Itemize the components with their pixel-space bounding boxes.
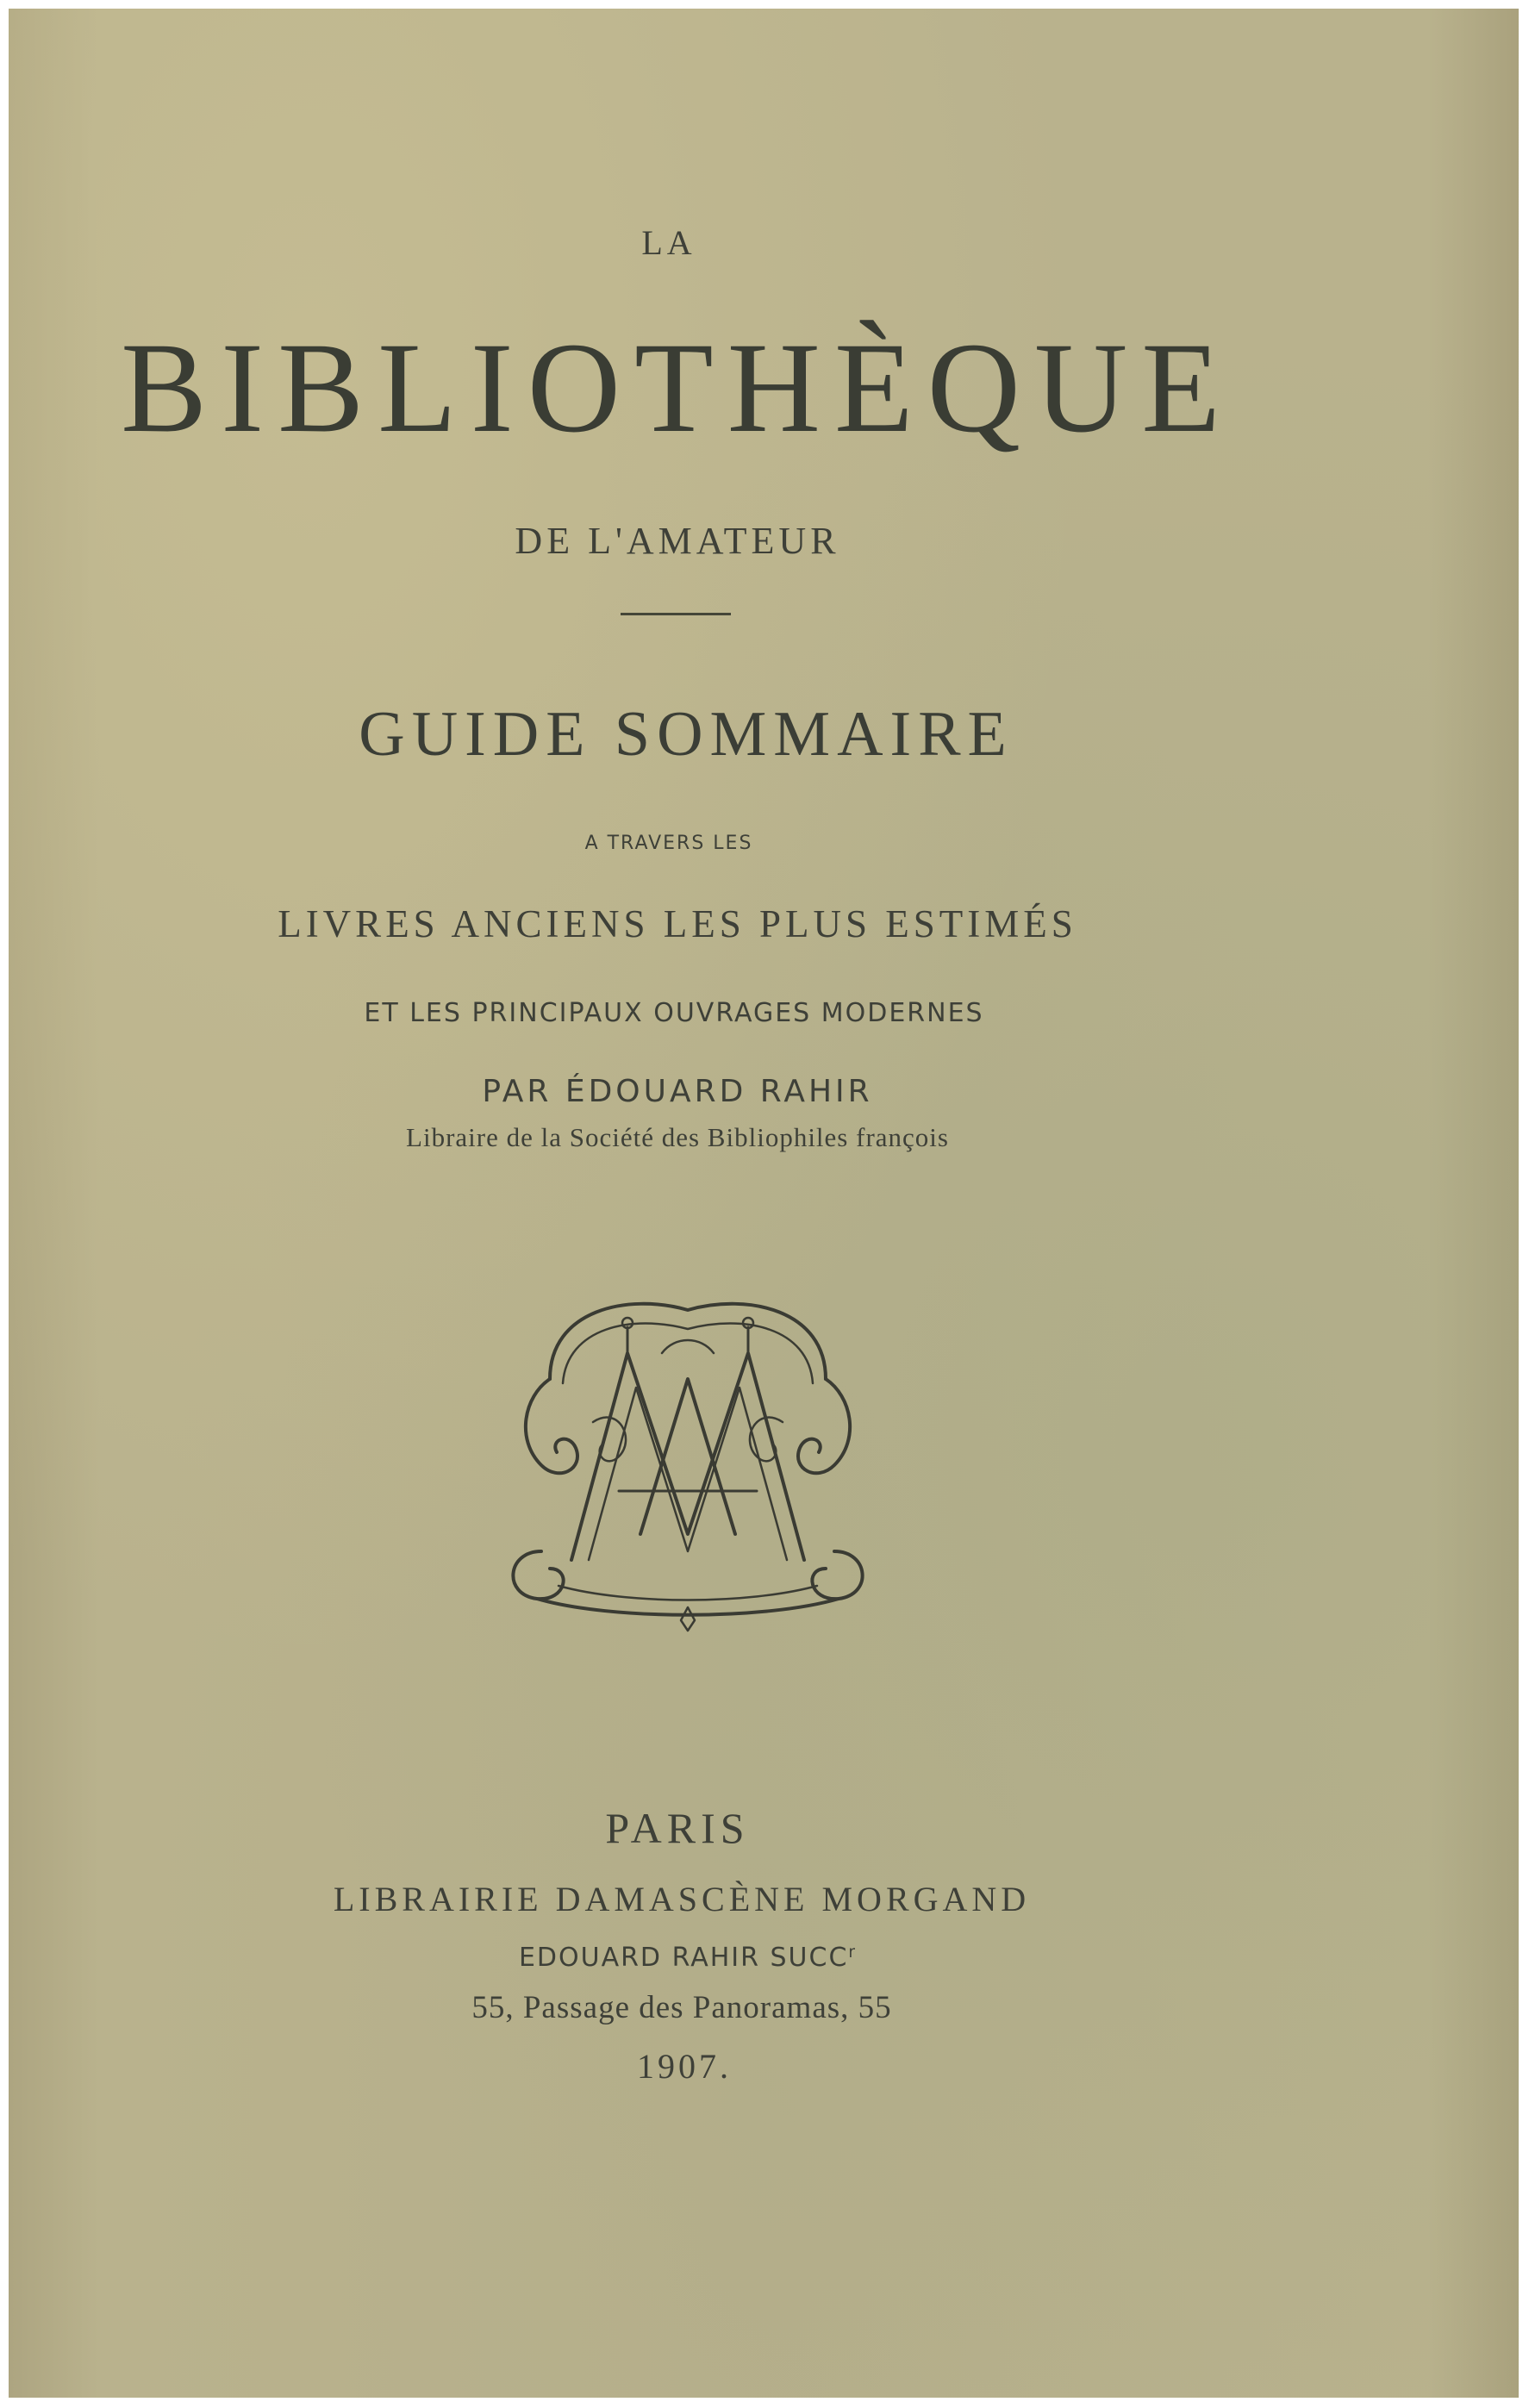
connector-text: A TRAVERS LES (584, 833, 753, 854)
series-suffix: DE L'AMATEUR (515, 520, 840, 562)
imprint-publisher: LIBRAIRIE DAMASCÈNE MORGAND (333, 1880, 1031, 1918)
imprint-address: 55, Passage des Panoramas, 55 (471, 1990, 892, 2025)
series-title: BIBLIOTHÈQUE (121, 316, 1234, 459)
imprint-successor-name: EDOUARD RAHIR SUCC (518, 1943, 849, 1973)
imprint-successor-superscript: r (848, 1943, 858, 1962)
interlaced-monogram-icon (490, 1276, 886, 1638)
imprint-city: PARIS (605, 1804, 750, 1852)
title-page (9, 9, 1519, 2398)
subtitle-1: LIVRES ANCIENS LES PLUS ESTIMÉS (278, 902, 1077, 945)
subtitle-2: ET LES PRINCIPAUX OUVRAGES MODERNES (364, 998, 984, 1028)
imprint-successor (9, 1943, 1443, 1973)
imprint-year: 1907. (637, 2047, 732, 2086)
author-line: PAR ÉDOUARD RAHIR (482, 1074, 873, 1109)
title-divider (621, 613, 731, 615)
author-role: Libraire de la Société des Bibliophiles françois (406, 1122, 949, 1152)
series-prefix: LA (641, 223, 696, 262)
main-title: GUIDE SOMMAIRE (359, 699, 1014, 770)
